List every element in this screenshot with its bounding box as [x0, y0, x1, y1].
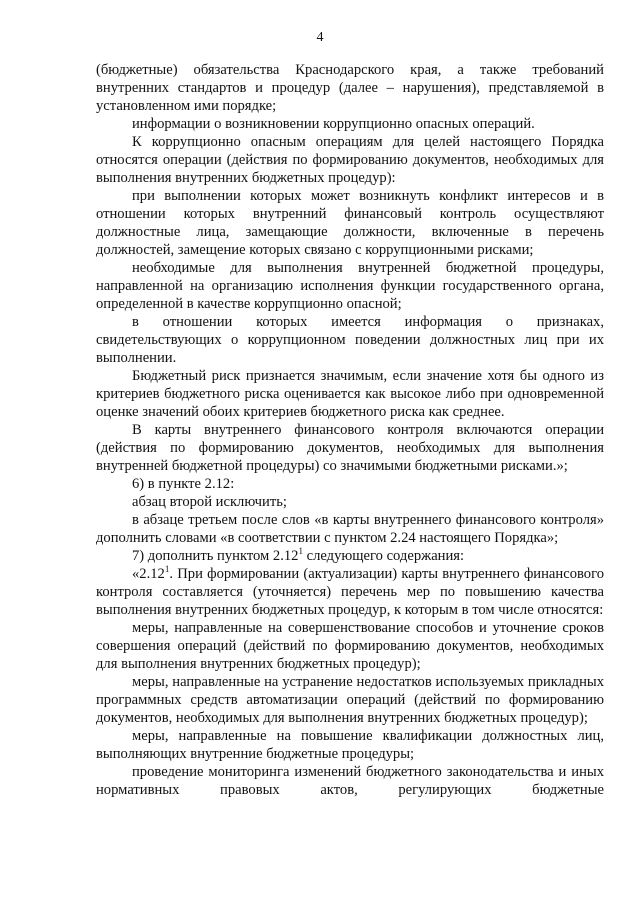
paragraph: Бюджетный риск признается значимым, если значение хотя бы одного из критериев бюджетного риска оценивается как высокое либо при одновременной оценке значений обоих критериев бюджетного риска как среднее.: [96, 368, 604, 420]
paragraph: информации о возникновении коррупционно опасных операций.: [132, 116, 535, 132]
quoted-clause-paragraph: [96, 565, 604, 619]
paragraph: в абзаце третьем после слов «в карты внутреннего финансового контроля» дополнить словами «в соответствии с пунктом 2.24 настоящего Порядка»;: [96, 512, 604, 546]
clause-text: . При формировании (актуализации) карты внутреннего финансового контроля составляется (уточняется) перечень мер по повышению качества выполнения внутренних бюджетных процедур, к которым в том числе относятся:: [96, 566, 604, 618]
superscript: 1: [164, 564, 170, 575]
superscript: 1: [298, 546, 303, 557]
item-7-paragraph: [96, 547, 604, 565]
item-7-text: 7) дополнить пунктом 2.12: [132, 548, 299, 564]
paragraph: К коррупционно опасным операциям для целей настоящего Порядка относятся операции (действия по формированию документов, необходимых для выполнения внутренних бюджетных процедур):: [96, 134, 604, 186]
item-7-text-end: следующего содержания:: [302, 548, 465, 564]
paragraph: абзац второй исключить;: [132, 494, 287, 510]
paragraph: в отношении которых имеется информация о признаках, свидетельствующих о коррупционном поведении должностных лиц при их выполнении.: [96, 314, 604, 366]
measure-item: проведение мониторинга изменений бюджетного законодательства и иных нормативных правовых актов, регулирующих бюджетные: [96, 764, 604, 798]
measure-item: меры, направленные на совершенствование способов и уточнение сроков совершения операций (действий по формированию документов, необходимых для выполнения внутренних бюджетных процедур);: [96, 620, 604, 672]
paragraph: при выполнении которых может возникнуть конфликт интересов и в отношении которых внутренний финансовый контроль осуществляют должностные лица, замещающие должности, включенные в перечень должностей, замещение которых связано с коррупционными рисками;: [96, 188, 604, 258]
paragraph: В карты внутреннего финансового контроля включаются операции (действия по формированию документов, необходимых для выполнения внутренней бюджетной процедуры) со значимыми бюджетными рисками.»;: [96, 422, 604, 474]
measure-item: меры, направленные на устранение недостатков используемых прикладных программных средств автоматизации операций (действий по формированию документов, необходимых для выполнения внутренних бюджетных процедур);: [96, 674, 604, 726]
paragraph: (бюджетные) обязательства Краснодарского края, а также требований внутренних стандартов и процедур (далее – нарушения), представляемой в установленном ими порядке;: [96, 62, 604, 114]
paragraph: 6) в пункте 2.12:: [132, 476, 235, 492]
paragraph: необходимые для выполнения внутренней бюджетной процедуры, направленной на организацию исполнения функции государственного органа, определенной в качестве коррупционно опасной;: [96, 260, 604, 312]
measure-item: меры, направленные на повышение квалификации должностных лиц, выполняющих внутренние бюджетные процедуры;: [96, 728, 604, 762]
document-body: [96, 61, 604, 799]
page-number: 4: [316, 30, 324, 45]
clause-number: «2.12: [132, 566, 165, 582]
